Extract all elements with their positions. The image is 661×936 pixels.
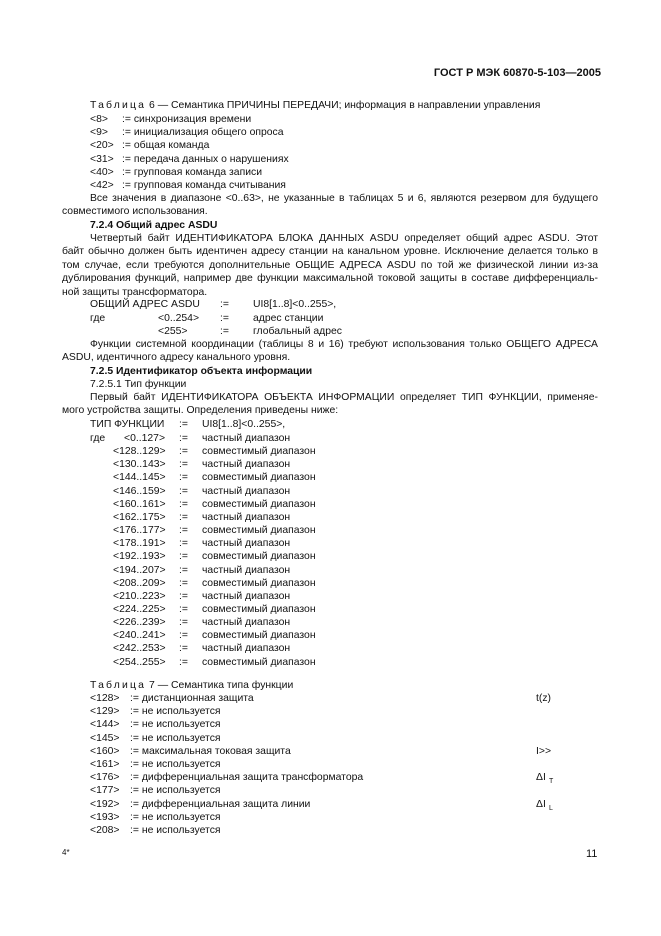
table6-code: <42> xyxy=(90,180,114,191)
def-range: <0..254> xyxy=(158,313,200,324)
def-value: адрес станции xyxy=(253,313,324,324)
def-value: UI8[1..8]<0..255>, xyxy=(253,299,337,310)
section-7-2-4-after xyxy=(62,338,598,365)
range-value: <0..127> xyxy=(124,433,166,444)
range-operator: := xyxy=(179,446,188,458)
paragraph-line: Четвертый байт ИДЕНТИФИКАТОРА БЛОКА ДАННЫХ ASDU определяет общий адрес ASDU. Этот xyxy=(90,233,598,244)
page-number: 11 xyxy=(586,848,598,860)
table7-meaning: := дифференциальная защита линии xyxy=(130,798,311,810)
section-7-2-4-heading: 7.2.4 Общий адрес ASDU xyxy=(90,220,218,231)
table7-code: <177> xyxy=(90,785,120,797)
range-description: совместимый диапазон xyxy=(202,577,316,589)
table6-meaning: := групповая команда считывания xyxy=(122,180,286,191)
table6-meaning: := групповая команда записи xyxy=(122,166,263,178)
table7-caption xyxy=(90,679,293,692)
def-where: где xyxy=(90,313,106,324)
paragraph-line: дублирования функций, например две функции максимальной токовой защиты в составе дифференциаль- xyxy=(62,273,598,285)
def-operator: := xyxy=(220,313,229,324)
range-description: совместимый диапазон xyxy=(202,656,316,668)
table6-caption-text: 6 — Семантика ПРИЧИНЫ ПЕРЕДАЧИ; информация в направлении управления xyxy=(146,100,541,111)
table6-meaning: := синхронизация времени xyxy=(122,114,252,125)
table6-meaning: := общая команда xyxy=(122,140,210,152)
def-term: ТИП ФУНКЦИИ xyxy=(90,419,165,430)
range-value: <194..207> xyxy=(113,564,166,576)
range-description: частный диапазон xyxy=(202,485,291,497)
range-description: совместимый диапазон xyxy=(202,603,316,615)
range-description: совместимый диапазон xyxy=(202,498,316,510)
range-description: частный диапазон xyxy=(202,459,291,471)
range-description: частный диапазон xyxy=(202,590,291,602)
table7-symbol-subscript: T xyxy=(549,778,554,786)
table7-meaning: := не используется xyxy=(130,811,221,823)
range-value: <210..223> xyxy=(113,590,166,602)
def-range: <255> xyxy=(158,326,188,337)
range-operator: := xyxy=(179,656,188,668)
paragraph-line: ной защиты трансформатора. xyxy=(62,286,208,298)
table7-meaning: := не используется xyxy=(130,825,221,836)
range-value: <146..159> xyxy=(113,485,166,497)
range-value: <240..241> xyxy=(113,630,166,642)
table7-meaning: := дифференциальная защита трансформатора xyxy=(130,772,364,784)
table6-note xyxy=(62,192,598,219)
table6-note-line: Все значения в диапазоне <0..63>, не указанные в таблицах 5 и 6, являются резервом для будущего xyxy=(90,193,598,204)
table7-meaning: := дистанционная защита xyxy=(130,693,254,704)
table6-code: <20> xyxy=(90,140,114,152)
section-7-2-5-heading: 7.2.5 Идентификатор объекта информации xyxy=(90,366,313,377)
def-term: ОБЩИЙ АДРЕС ASDU xyxy=(90,299,200,310)
def-value: UI8[1..8]<0..255>, xyxy=(202,419,286,430)
section-7-2-5-1-heading: 7.2.5.1 Тип функции xyxy=(90,379,187,390)
range-value: <242..253> xyxy=(113,643,166,655)
range-description: частный диапазон xyxy=(202,564,291,576)
range-operator: := xyxy=(179,459,188,471)
range-operator: := xyxy=(179,603,188,615)
table7-symbol: ΔI xyxy=(536,798,546,810)
table7-code: <160> xyxy=(90,745,120,757)
range-description: совместимый диапазон xyxy=(202,446,316,458)
table7-code: <161> xyxy=(90,759,120,770)
table7-symbol: t(z) xyxy=(536,693,552,704)
range-value: <176..177> xyxy=(113,525,166,537)
range-operator: := xyxy=(179,643,188,655)
table7-code: <176> xyxy=(90,772,120,784)
table6-code: <40> xyxy=(90,166,114,178)
table7-meaning: := не используется xyxy=(130,706,221,718)
table7-code: <145> xyxy=(90,732,120,744)
range-value: <208..209> xyxy=(113,577,166,589)
table7-meaning: := не используется xyxy=(130,732,221,744)
range-description: частный диапазон xyxy=(202,643,291,655)
table6-meaning: := инициализация общего опроса xyxy=(122,127,284,139)
range-operator: := xyxy=(179,538,188,550)
range-operator: := xyxy=(179,551,188,563)
range-description: частный диапазон xyxy=(202,617,291,629)
table7-code: <128> xyxy=(90,693,120,704)
def-operator: := xyxy=(179,419,188,430)
def-value: глобальный адрес xyxy=(253,326,342,337)
range-value: <128..129> xyxy=(113,446,166,458)
table7-caption-text: 7 — Семантика типа функции xyxy=(146,680,294,691)
table6-code: <9> xyxy=(90,127,108,139)
range-operator: := xyxy=(179,525,188,537)
table6-meaning: := передача данных о нарушениях xyxy=(122,153,289,165)
def-operator: := xyxy=(220,326,229,337)
table6-note-line: совместимого использования. xyxy=(62,206,208,218)
range-operator: := xyxy=(179,485,188,497)
range-value: <254..255> xyxy=(113,656,166,668)
table7-code: <208> xyxy=(90,825,120,836)
table7-meaning: := не используется xyxy=(130,759,221,770)
range-description: частный диапазон xyxy=(202,511,291,523)
range-description: частный диапазон xyxy=(202,433,291,444)
range-operator: := xyxy=(179,577,188,589)
range-description: совместимый диапазон xyxy=(202,630,316,642)
paragraph-line: мого устройства защиты. Определения приведены ниже: xyxy=(62,405,339,417)
table7-symbol-subscript: L xyxy=(549,804,553,812)
range-operator: := xyxy=(179,590,188,602)
table7-symbol: ΔI xyxy=(536,772,546,784)
table7-meaning: := не используется xyxy=(130,785,221,797)
range-description: частный диапазон xyxy=(202,538,291,550)
table7-meaning: := не используется xyxy=(130,719,221,731)
table6-caption xyxy=(90,99,540,112)
range-description: совместимый диапазон xyxy=(202,525,316,537)
range-value: <226..239> xyxy=(113,617,166,629)
def-where: где xyxy=(90,433,106,444)
paragraph-line: том случае, если требуются дополнительные ОБЩИЕ АДРЕСА ASDU по той же физической линии из-за xyxy=(62,259,598,271)
range-description: совместимый диапазон xyxy=(202,551,316,563)
paragraph-line: байт обычно должен быть идентичен адресу станции на канальном уровне. Исключение делается только в xyxy=(62,246,598,258)
table7-meaning: := максимальная токовая защита xyxy=(130,745,291,757)
table7-caption-word: Таблица xyxy=(90,680,147,691)
range-value: <224..225> xyxy=(113,603,166,615)
range-operator: := xyxy=(179,472,188,484)
section-7-2-4-paragraph xyxy=(62,232,598,299)
table6-code: <31> xyxy=(90,153,114,165)
def-operator: := xyxy=(220,299,229,310)
footer-mark: 4* xyxy=(62,848,70,857)
table7-code: <129> xyxy=(90,706,120,718)
paragraph-line: ASDU, идентичного адресу канального уровня. xyxy=(62,352,291,364)
table7-code: <144> xyxy=(90,719,120,731)
range-operator: := xyxy=(179,511,188,523)
range-value: <130..143> xyxy=(113,459,166,471)
table6-code: <8> xyxy=(90,114,108,125)
range-operator: := xyxy=(179,433,188,444)
range-operator: := xyxy=(179,630,188,642)
table7-code: <192> xyxy=(90,798,120,810)
document-header: ГОСТ Р МЭК 60870-5-103—2005 xyxy=(433,67,601,79)
range-operator: := xyxy=(179,564,188,576)
table7-symbol: I>> xyxy=(536,745,552,757)
paragraph-line: Первый байт ИДЕНТИФИКАТОРА ОБЪЕКТА ИНФОРМАЦИИ определяет ТИП ФУНКЦИИ, применяе- xyxy=(90,392,598,403)
range-operator: := xyxy=(179,498,188,510)
range-value: <144..145> xyxy=(113,472,166,484)
range-value: <178..191> xyxy=(113,538,166,550)
range-operator: := xyxy=(179,617,188,629)
range-description: совместимый диапазон xyxy=(202,472,316,484)
table6-caption-word: Таблица xyxy=(90,100,147,111)
range-value: <160..161> xyxy=(113,498,166,510)
section-7-2-5-paragraph xyxy=(62,391,598,418)
range-value: <162..175> xyxy=(113,511,166,523)
paragraph-line: Функции системной координации (таблицы 8 и 16) требуют использования только ОБЩЕГО АДРЕСА xyxy=(90,339,598,350)
table7-code: <193> xyxy=(90,811,120,823)
range-value: <192..193> xyxy=(113,551,166,563)
